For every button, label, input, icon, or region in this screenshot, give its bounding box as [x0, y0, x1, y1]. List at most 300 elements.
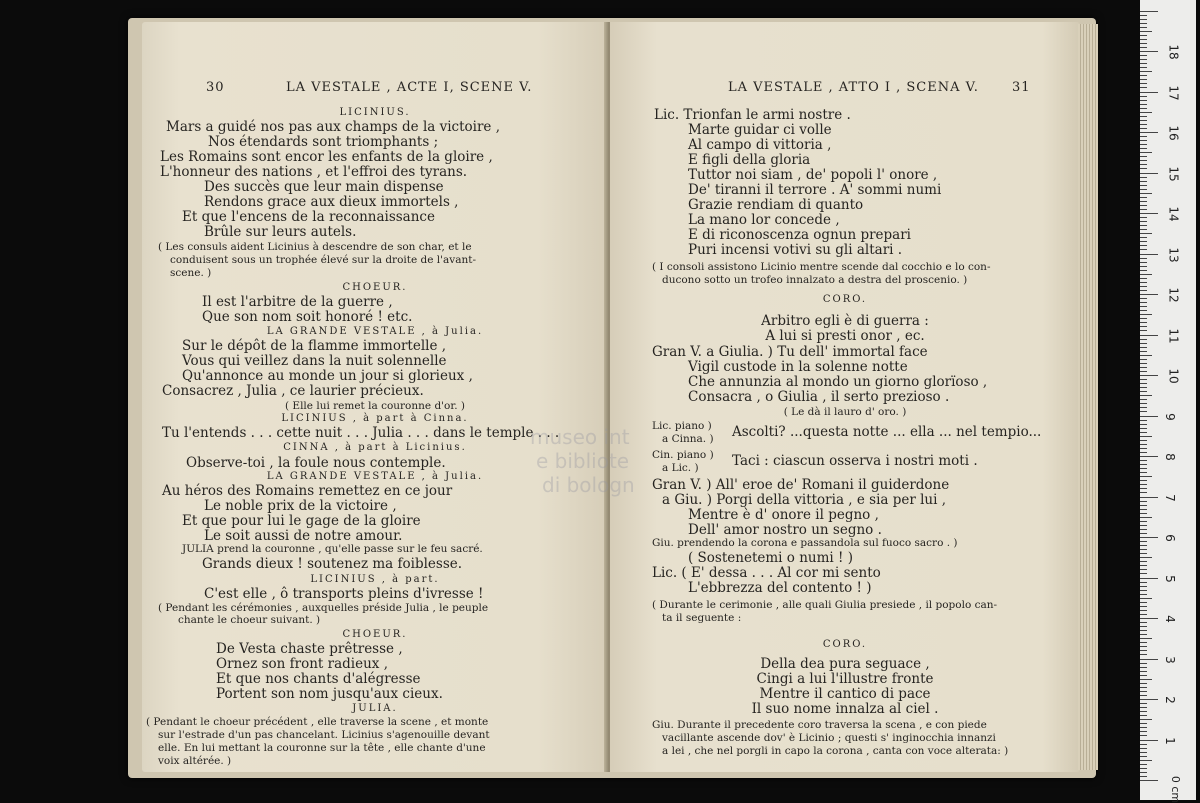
ruler-tick: [1140, 177, 1147, 178]
ruler-tick: [1140, 294, 1158, 295]
ruler-tick: [1140, 411, 1147, 412]
ruler-tick: [1140, 339, 1147, 340]
left-text-line: Au héros des Romains remettez en ce jour: [162, 483, 453, 499]
ruler-tick: [1140, 573, 1147, 574]
left-text-line: CHOEUR.: [342, 629, 408, 640]
ruler-tick: [1140, 440, 1147, 441]
right-text-line: CORO.: [822, 294, 868, 305]
ruler-tick: [1140, 557, 1152, 558]
ruler-tick: [1140, 51, 1158, 52]
ruler-tick: [1140, 168, 1147, 169]
right-text-line: Lic. ( E' dessa . . . Al cor mi sento: [652, 565, 881, 581]
ruler-tick: [1140, 375, 1158, 376]
ruler-tick: [1140, 258, 1147, 259]
ruler-number: 6: [1162, 534, 1177, 542]
ruler-tick: [1140, 35, 1147, 36]
ruler-tick: [1140, 505, 1147, 506]
watermark-text: museo int: [530, 425, 630, 449]
ruler-tick: [1140, 444, 1147, 445]
ruler-tick: [1140, 379, 1147, 380]
ruler-tick: [1140, 310, 1147, 311]
ruler-tick: [1140, 19, 1147, 20]
ruler-tick: [1140, 752, 1147, 753]
ruler-tick: [1140, 31, 1152, 32]
ruler-tick: [1140, 416, 1158, 417]
left-text-line: conduisent sous un trophée élevé sur la droite de l'avant-: [170, 254, 477, 266]
right-text-line: Dell' amor nostro un segno .: [688, 522, 882, 538]
ruler-tick: [1140, 460, 1147, 461]
ruler-tick: [1140, 383, 1147, 384]
left-text-line: voix altérée. ): [158, 755, 232, 767]
right-page: [610, 22, 1080, 772]
ruler-tick: [1140, 683, 1147, 684]
left-text-line: CHOEUR.: [342, 282, 408, 293]
ruler-tick: [1140, 363, 1147, 364]
left-text-line: elle. En lui mettant la couronne sur la tête , elle chante d'une: [158, 742, 486, 754]
right-text-line: Lic. piano ): [652, 420, 712, 432]
ruler-tick: [1140, 71, 1152, 72]
left-text-line: Qu'annonce au monde un jour si glorieux ,: [182, 368, 473, 384]
ruler-tick: [1140, 509, 1147, 510]
left-text-line: scene. ): [170, 267, 212, 279]
ruler-tick: [1140, 322, 1147, 323]
ruler-tick: [1140, 302, 1147, 303]
right-text-line: Della dea pura seguace ,: [760, 656, 930, 672]
ruler-tick: [1140, 590, 1147, 591]
ruler-tick: [1140, 262, 1147, 263]
ruler-tick: [1140, 756, 1147, 757]
ruler-tick: [1140, 330, 1147, 331]
ruler-tick: [1140, 15, 1147, 16]
ruler-number: 3: [1162, 655, 1177, 664]
ruler-tick: [1140, 371, 1147, 372]
ruler-tick: [1140, 582, 1147, 583]
left-text-line: sur l'estrade d'un pas chancelant. Licinius s'agenouille devant: [158, 729, 490, 741]
right-text-line: a lei , che nel porgli in capo la corona , canta con voce alterata: ): [662, 745, 1009, 757]
ruler-number: 13: [1166, 246, 1181, 263]
ruler-tick: [1140, 428, 1147, 429]
ruler-tick: [1140, 533, 1147, 534]
right-text-line: a Giu. ) Porgi della vittoria , e sia per lui ,: [662, 492, 947, 508]
ruler-tick: [1140, 104, 1147, 105]
ruler-tick: [1140, 298, 1147, 299]
ruler-tick: [1140, 626, 1147, 627]
ruler-tick: [1140, 630, 1147, 631]
ruler-tick: [1140, 282, 1147, 283]
left-text-line: Nos étendards sont triomphants ;: [208, 134, 439, 150]
left-text-line: ( Pendant le choeur précédent , elle traverse la scene , et monte: [146, 716, 489, 728]
ruler-tick: [1140, 606, 1147, 607]
ruler-tick: [1140, 776, 1147, 777]
ruler-tick: [1140, 55, 1147, 56]
ruler-tick: [1140, 760, 1152, 761]
ruler-tick: [1140, 181, 1147, 182]
ruler-tick: [1140, 663, 1147, 664]
ruler-tick: [1140, 43, 1147, 44]
ruler-tick: [1140, 707, 1147, 708]
ruler-number: 4: [1162, 615, 1177, 623]
left-text-line: Consacrez , Julia , ce laurier précieux.: [162, 383, 424, 399]
watermark-text: e bibliote: [536, 449, 630, 473]
left-text-line: CINNA , à part à Licinius.: [283, 442, 467, 453]
ruler-number: 5: [1162, 574, 1177, 583]
ruler-tick: [1140, 391, 1147, 392]
ruler-number: 16: [1166, 125, 1181, 141]
ruler-tick: [1140, 731, 1147, 732]
ruler-tick: [1140, 67, 1147, 68]
ruler-tick: [1140, 452, 1147, 453]
ruler-tick: [1140, 650, 1147, 651]
ruler-tick: [1140, 399, 1147, 400]
ruler-tick: [1140, 173, 1158, 174]
ruler-tick: [1140, 525, 1147, 526]
ruler-tick: [1140, 387, 1147, 388]
ruler-tick: [1140, 703, 1147, 704]
ruler-number: 9: [1162, 412, 1177, 421]
ruler-tick: [1140, 47, 1147, 48]
ruler-tick: [1140, 75, 1147, 76]
ruler-tick: [1140, 780, 1158, 781]
ruler-tick: [1140, 140, 1147, 141]
ruler-tick: [1140, 529, 1147, 530]
ruler-tick: [1140, 233, 1152, 234]
right-text-line: ( Le dà il lauro d' oro. ): [783, 406, 907, 418]
left-page-header: LA VESTALE , ACTE I, SCENE V.: [286, 80, 533, 95]
left-text-line: LICINIUS , à part.: [310, 574, 440, 585]
ruler-tick: [1140, 209, 1147, 210]
ruler-tick: [1140, 63, 1147, 64]
right-text-line: Che annunzia al mondo un giorno glorïoso ,: [688, 374, 988, 390]
right-text-line: ( I consoli assistono Licinio mentre scende dal cocchio e lo con-: [652, 261, 991, 273]
ruler-tick: [1140, 740, 1158, 741]
ruler-number: 7: [1162, 493, 1177, 502]
ruler-tick: [1140, 120, 1147, 121]
ruler-number: 8: [1162, 453, 1177, 461]
right-text-line: La mano lor concede ,: [688, 212, 840, 228]
left-text-line: chante le choeur suivant. ): [178, 614, 321, 626]
right-text-line: E figli della gloria: [688, 152, 811, 168]
ruler-tick: [1140, 237, 1147, 238]
ruler-tick: [1140, 659, 1158, 660]
left-text-line: ( Elle lui remet la couronne d'or. ): [284, 400, 466, 412]
ruler-tick: [1140, 355, 1152, 356]
right-text-line: Arbitro egli è di guerra :: [761, 313, 929, 329]
ruler-tick: [1140, 144, 1147, 145]
ruler-tick: [1140, 695, 1147, 696]
ruler-tick: [1140, 541, 1147, 542]
left-text-line: Grands dieux ! soutenez ma foiblesse.: [202, 556, 463, 572]
ruler-tick: [1140, 39, 1147, 40]
ruler-tick: [1140, 468, 1147, 469]
left-text-line: Sur le dépôt de la flamme immortelle ,: [182, 338, 447, 354]
ruler-tick: [1140, 654, 1147, 655]
ruler-tick: [1140, 448, 1147, 449]
ruler-tick: [1140, 764, 1147, 765]
ruler-tick: [1140, 513, 1147, 514]
left-text-line: L'honneur des nations , et l'effroi des tyrans.: [160, 164, 468, 180]
ruler-tick: [1140, 152, 1152, 153]
left-text-line: LA GRANDE VESTALE , à Julia.: [266, 471, 484, 482]
ruler-tick: [1140, 484, 1147, 485]
measuring-ruler: [1140, 0, 1196, 803]
left-text-line: Et que pour lui le gage de la gloire: [182, 513, 421, 529]
left-text-line: Portent son nom jusqu'aux cieux.: [216, 686, 443, 702]
ruler-tick: [1140, 549, 1147, 550]
ruler-tick: [1140, 343, 1147, 344]
ruler-tick: [1140, 395, 1152, 396]
right-text-line: Cin. piano ): [652, 449, 714, 461]
right-text-line: ducono sotto un trofeo innalzato a destra del proscenio. ): [662, 274, 968, 286]
right-text-line: ( Durante le cerimonie , alle quali Giulia presiede , il popolo can-: [652, 599, 998, 611]
ruler-tick: [1140, 96, 1147, 97]
ruler-tick: [1140, 594, 1147, 595]
ruler-tick: [1140, 79, 1147, 80]
left-text-line: LICINIUS.: [339, 107, 411, 118]
right-text-line: Ascolti? ...questa notte ... ella ... nel tempio...: [732, 424, 1042, 440]
right-text-line: vacillante ascende dov' è Licinio ; questi s' inginocchia innanzi: [662, 732, 996, 744]
left-text-line: Et que l'encens de la reconnaissance: [182, 209, 435, 225]
ruler-number: 15: [1166, 165, 1181, 182]
ruler-tick: [1140, 335, 1158, 336]
ruler-tick: [1140, 602, 1147, 603]
ruler-tick: [1140, 545, 1147, 546]
right-text-line: E di riconoscenza ognun prepari: [688, 227, 911, 243]
left-text-line: Le soit aussi de notre amour.: [204, 528, 403, 544]
ruler-tick: [1140, 367, 1147, 368]
left-text-line: Mars a guidé nos pas aux champs de la victoire ,: [166, 119, 501, 135]
ruler-tick: [1140, 675, 1147, 676]
ruler-tick: [1140, 735, 1147, 736]
ruler-tick: [1140, 492, 1147, 493]
left-text-line: Observe-toi , la foule nous contemple.: [186, 455, 446, 471]
ruler-tick: [1140, 290, 1147, 291]
ruler-tick: [1140, 569, 1147, 570]
ruler-tick: [1140, 667, 1147, 668]
ruler-number: 11: [1166, 327, 1181, 344]
ruler-tick: [1140, 598, 1152, 599]
ruler-tick: [1140, 217, 1147, 218]
left-text-line: ( Les consuls aident Licinius à descendre de son char, et le: [158, 241, 472, 253]
ruler-number: 14: [1166, 206, 1181, 222]
ruler-tick: [1140, 723, 1147, 724]
ruler-tick: [1140, 578, 1158, 579]
right-page-header: LA VESTALE , ATTO I , SCENA V.: [728, 80, 979, 95]
left-text-line: Tu l'entends . . . cette nuit . . . Julia . . . dans le temple . . .: [162, 425, 560, 441]
ruler-tick: [1140, 245, 1147, 246]
ruler-tick: [1140, 185, 1147, 186]
right-text-line: Mentre è d' onore il pegno ,: [688, 507, 879, 523]
right-text-line: Vigil custode in la solenne notte: [688, 359, 908, 375]
right-text-line: Tuttor noi siam , de' popoli l' onore ,: [688, 167, 938, 183]
ruler-tick: [1140, 205, 1147, 206]
ruler-tick: [1140, 59, 1147, 60]
ruler-tick: [1140, 197, 1147, 198]
ruler-tick: [1140, 472, 1147, 473]
right-text-line: Marte guidar ci volle: [688, 122, 832, 138]
ruler-tick: [1140, 586, 1147, 587]
right-text-line: Mentre il cantico di pace: [759, 686, 931, 702]
ruler-number: 1: [1162, 736, 1177, 745]
ruler-tick: [1140, 521, 1147, 522]
page-edges: [1078, 24, 1098, 770]
ruler-tick: [1140, 610, 1147, 611]
left-text-line: JULIA prend la couronne , qu'elle passe sur le feu sacré.: [182, 543, 483, 555]
ruler-tick: [1140, 286, 1147, 287]
ruler-tick: [1140, 537, 1158, 538]
ruler-tick: [1140, 136, 1147, 137]
ruler-tick: [1140, 326, 1147, 327]
left-text-line: Vous qui veillez dans la nuit solennelle: [182, 353, 447, 369]
ruler-tick: [1140, 266, 1147, 267]
right-text-line: Il suo nome innalza al ciel .: [751, 701, 939, 717]
left-page: [142, 22, 608, 772]
right-text-line: ( Sostenetemi o numi ! ): [688, 550, 853, 566]
left-text-line: ( Pendant les cérémonies , auxquelles préside Julia , le peuple: [158, 602, 489, 614]
right-text-line: CORO.: [822, 639, 868, 650]
ruler-tick: [1140, 553, 1147, 554]
left-text-line: Le noble prix de la victoire ,: [204, 498, 397, 514]
ruler-tick: [1140, 407, 1147, 408]
ruler-number: 12: [1166, 287, 1181, 303]
ruler-tick: [1140, 711, 1147, 712]
left-text-line: Des succès que leur main dispense: [204, 179, 444, 195]
ruler-tick: [1140, 347, 1147, 348]
right-text-line: Gran V. ) All' eroe de' Romani il guiderdone: [652, 477, 950, 493]
left-text-line: Il est l'arbitre de la guerre ,: [202, 294, 393, 310]
right-text-line: Cingi a lui l'illustre fronte: [756, 671, 934, 687]
watermark-text: di bologn: [542, 473, 635, 497]
ruler-tick: [1140, 618, 1158, 619]
ruler-tick: [1140, 164, 1147, 165]
ruler-tick: [1140, 108, 1147, 109]
ruler-tick: [1140, 464, 1147, 465]
ruler-tick: [1140, 420, 1147, 421]
ruler-tick: [1140, 480, 1147, 481]
left-page-number: 30: [206, 80, 225, 95]
ruler-tick: [1140, 614, 1147, 615]
right-text-line: Puri incensi votivi su gli altari .: [688, 242, 903, 258]
ruler-tick: [1140, 622, 1147, 623]
right-text-line: ta il seguente :: [662, 612, 742, 624]
ruler-tick: [1140, 160, 1147, 161]
left-text-line: LICINIUS , à part à Cinna.: [281, 413, 469, 424]
left-text-line: C'est elle , ô transports pleins d'ivresse !: [204, 586, 484, 602]
ruler-tick: [1140, 476, 1152, 477]
right-text-line: A lui si presti onor , ec.: [765, 328, 925, 344]
ruler-tick: [1140, 679, 1152, 680]
ruler-tick: [1140, 83, 1147, 84]
left-text-line: Que son nom soit honoré ! etc.: [202, 309, 413, 325]
right-text-line: Consacra , o Giulia , il serto prezioso .: [688, 389, 950, 405]
ruler-tick: [1140, 27, 1147, 28]
ruler-tick: [1140, 193, 1152, 194]
left-text-line: Brûle sur leurs autels.: [204, 224, 357, 240]
left-text-line: Les Romains sont encor les enfants de la gloire ,: [160, 149, 493, 165]
left-text-line: JULIA.: [352, 703, 398, 714]
ruler-tick: [1140, 744, 1147, 745]
ruler-tick: [1140, 116, 1147, 117]
ruler-unit: 0 cm: [1169, 775, 1183, 803]
ruler-tick: [1140, 638, 1152, 639]
ruler-tick: [1140, 128, 1147, 129]
right-text-line: L'ebbrezza del contento ! ): [688, 580, 872, 596]
ruler-tick: [1140, 565, 1147, 566]
ruler-tick: [1140, 517, 1152, 518]
ruler-tick: [1140, 691, 1147, 692]
ruler-tick: [1140, 424, 1147, 425]
ruler-tick: [1140, 112, 1152, 113]
ruler-tick: [1140, 132, 1158, 133]
ruler-tick: [1140, 715, 1147, 716]
ruler-tick: [1140, 11, 1158, 12]
ruler-tick: [1140, 270, 1147, 271]
ruler-tick: [1140, 100, 1147, 101]
left-text-line: Rendons grace aux dieux immortels ,: [204, 194, 459, 210]
ruler-tick: [1140, 456, 1158, 457]
left-text-line: Ornez son front radieux ,: [216, 656, 388, 672]
ruler-tick: [1140, 432, 1147, 433]
ruler-tick: [1140, 671, 1147, 672]
ruler-tick: [1140, 221, 1147, 222]
ruler-tick: [1140, 249, 1147, 250]
left-text-line: Et que nos chants d'alégresse: [216, 671, 421, 687]
ruler-tick: [1140, 642, 1147, 643]
right-text-line: Al campo di vittoria ,: [688, 137, 832, 153]
ruler-tick: [1140, 148, 1147, 149]
ruler-tick: [1140, 403, 1147, 404]
left-text-line: LA GRANDE VESTALE , à Julia.: [266, 326, 484, 337]
ruler-tick: [1140, 699, 1158, 700]
ruler-tick: [1140, 225, 1147, 226]
right-text-line: Taci : ciascun osserva i nostri moti .: [732, 453, 978, 469]
ruler-tick: [1140, 23, 1147, 24]
ruler-number: 10: [1166, 368, 1181, 384]
ruler-tick: [1140, 318, 1147, 319]
ruler-tick: [1140, 772, 1147, 773]
ruler-tick: [1140, 92, 1158, 93]
ruler-tick: [1140, 254, 1158, 255]
ruler-tick: [1140, 501, 1147, 502]
ruler-tick: [1140, 87, 1147, 88]
ruler-tick: [1140, 488, 1147, 489]
ruler-tick: [1140, 306, 1147, 307]
ruler-tick: [1140, 646, 1147, 647]
ruler-tick: [1140, 213, 1158, 214]
right-text-line: a Cinna. ): [662, 433, 714, 445]
ruler-tick: [1140, 768, 1147, 769]
ruler-tick: [1140, 497, 1158, 498]
right-page-number: 31: [1012, 80, 1031, 95]
ruler-tick: [1140, 229, 1147, 230]
ruler-tick: [1140, 561, 1147, 562]
ruler-tick: [1140, 687, 1147, 688]
ruler-tick: [1140, 314, 1152, 315]
ruler-tick: [1140, 719, 1152, 720]
ruler-tick: [1140, 727, 1147, 728]
ruler-tick: [1140, 241, 1147, 242]
ruler-tick: [1140, 189, 1147, 190]
ruler-number: 17: [1166, 84, 1181, 101]
ruler-tick: [1140, 351, 1147, 352]
right-text-line: Grazie rendiam di quanto: [688, 197, 864, 213]
ruler-tick: [1140, 278, 1147, 279]
ruler-tick: [1140, 748, 1147, 749]
right-text-line: Giu. Durante il precedente coro traversa la scena , e con piede: [652, 719, 987, 731]
ruler-number: 18: [1166, 44, 1181, 60]
ruler-tick: [1140, 634, 1147, 635]
right-text-line: Gran V. a Giulia. ) Tu dell' immortal face: [652, 344, 928, 360]
right-text-line: a Lic. ): [662, 462, 699, 474]
